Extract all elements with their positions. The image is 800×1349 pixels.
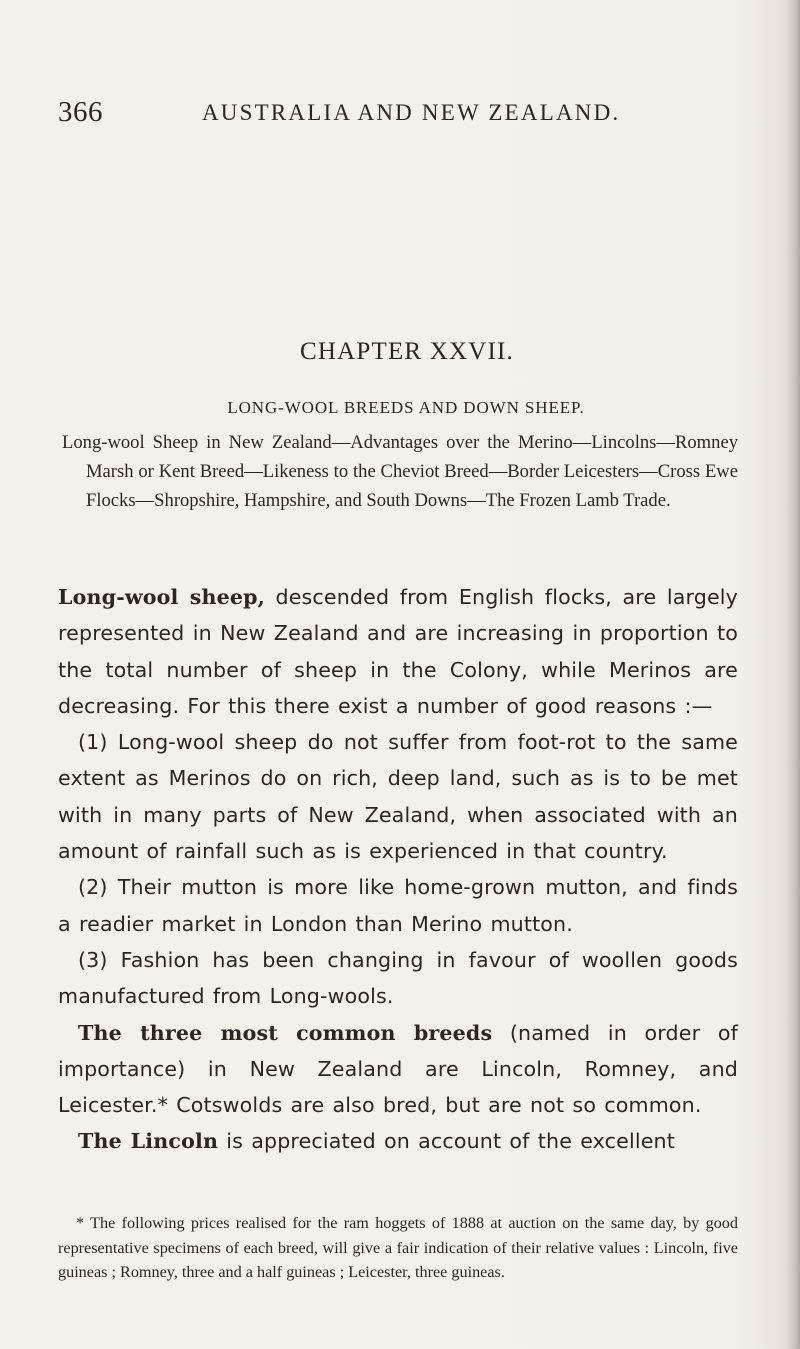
paragraph-reason-1: (1) Long-wool sheep do not suffer from foot-rot to the same extent as Merinos do on rich, deep land, such as is to be met with in many parts of New Zealand, when associated with an amount of rainfall such as is experienced in that country.	[58, 730, 738, 864]
chapter-subtitle: LONG-WOOL BREEDS AND DOWN SHEEP.	[227, 398, 585, 417]
paragraph-lincoln	[58, 1123, 738, 1159]
running-title: AUSTRALIA AND NEW ZEALAND.	[202, 100, 621, 125]
page-edge-shadow	[786, 0, 800, 1349]
chapter-summary: Long-wool Sheep in New Zealand—Advantages over the Merino—Lincolns—Romney Marsh or Kent Breed—Likeness to the Cheviot Breed—Border Leicesters—Cross Ewe Flocks—Shropshire, Hampshire, and South Downs—The Frozen Lamb Trade.	[62, 432, 738, 511]
paragraph-intro	[58, 579, 738, 724]
paragraph-lead: The three most common breeds	[78, 1020, 493, 1045]
running-head	[58, 96, 740, 136]
footnote: * The following prices realised for the ram hoggets of 1888 at auction on the same day, by good representative specimens of each breed, will give a fair indication of their relative values : Lincoln, five guineas ; Romney, three and a half guineas ; Leicester, three guineas.	[58, 1214, 738, 1281]
paragraph-text: (named in order of importance) in New Zealand are Lincoln, Romney, and Leicester.* Cotswolds are also bred, but are not so common.	[58, 1020, 738, 1118]
chapter-title: CHAPTER XXVII.	[299, 338, 515, 365]
body-text	[58, 579, 738, 1160]
paragraph-reason-3: (3) Fashion has been changing in favour of woollen goods manufactured from Long-wools.	[58, 947, 738, 1009]
paragraph-text: descended from English flocks, are largely represented in New Zealand and are increasing in proportion to the total number of sheep in the Colony, while Merinos are decreasing. For this there exist a number of good reasons :—	[58, 585, 738, 718]
paragraph-lead: The Lincoln	[78, 1129, 219, 1154]
paragraph-reason-2: (2) Their mutton is more like home-grown mutton, and finds a readier market in London than Merino mutton.	[58, 875, 738, 936]
page-number: 366	[58, 96, 103, 128]
paragraph-text: is appreciated on account of the excellent	[218, 1129, 675, 1154]
paragraph-breeds	[58, 1015, 738, 1124]
paragraph-lead: Long-wool sheep,	[58, 585, 265, 609]
